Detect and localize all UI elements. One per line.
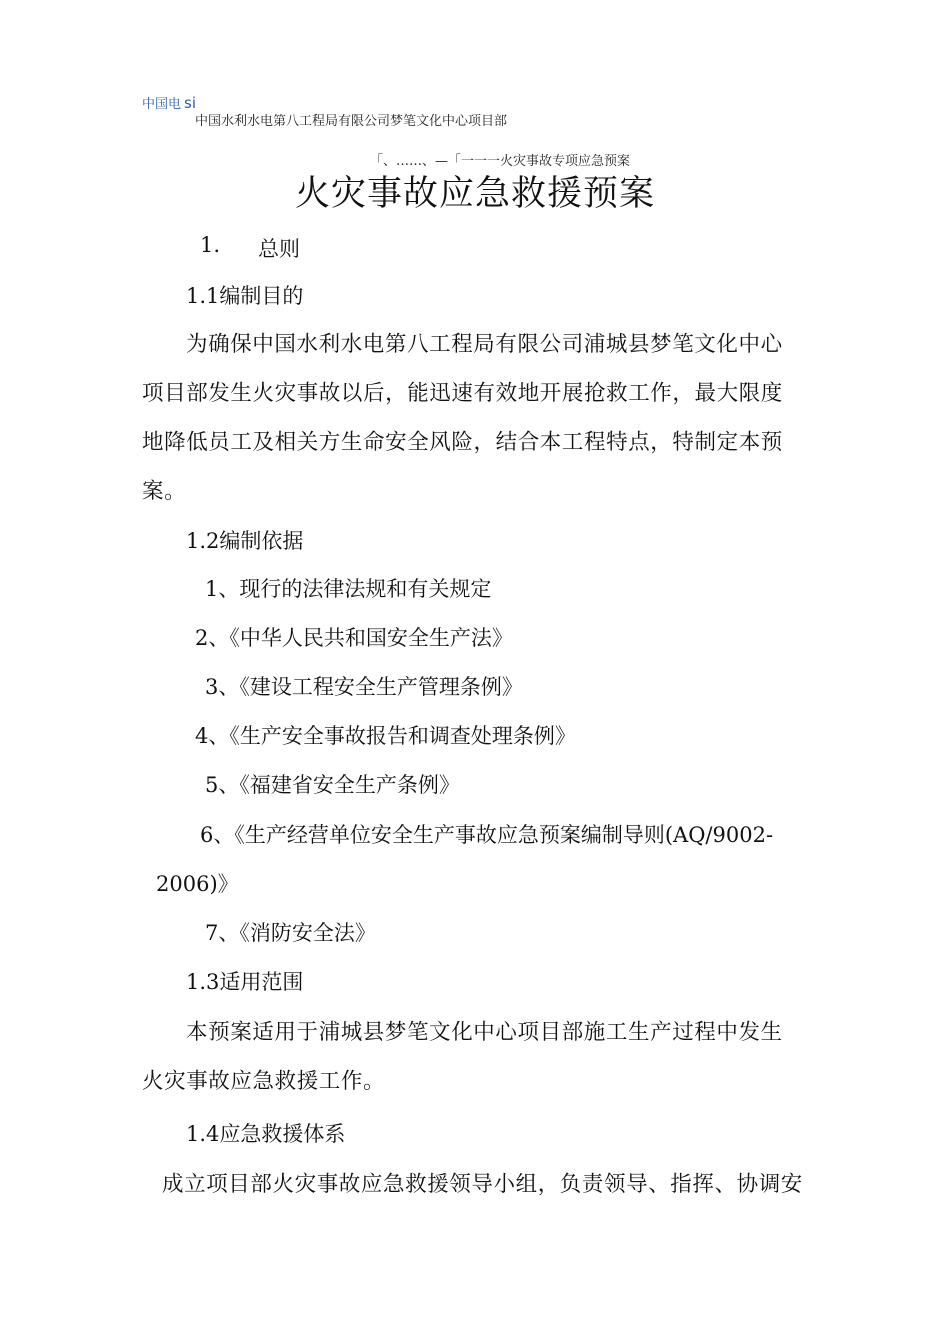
basis-list-item: 5、《福建省安全生产条例》 [205,773,460,797]
section-1-2-heading: 1.2编制依据 [186,529,304,553]
logo-suffix: si [184,94,196,112]
document-title: 火灾事故应急救援预案 [294,174,655,214]
paragraph-line: 成立项目部火灾事故应急救援领导小组，负责领导、指挥、协调安 [162,1172,803,1197]
paragraph-line: 项目部发生火灾事故以后，能迅速有效地开展抢救工作，最大限度 [142,381,783,406]
basis-list-item: 2、《中华人民共和国安全生产法》 [195,626,513,650]
basis-list-item: 3、《建设工程安全生产管理条例》 [205,675,523,699]
section-1-1-heading: 1.1编制目的 [186,284,304,308]
paragraph-line: 本预案适用于浦城县梦笔文化中心项目部施工生产过程中发生 [186,1020,783,1045]
paragraph-line: 火灾事故应急救援工作。 [142,1069,386,1094]
paragraph-line: 地降低员工及相关方生命安全风险，结合本工程特点，特制定本预 [142,430,783,455]
basis-list-item: 6、《生产经营单位安全生产事故应急预案编制导则(AQ/9002- [200,823,774,847]
basis-list-item-continuation: 2006)》 [156,872,239,896]
basis-list-item: 7、《消防安全法》 [205,921,376,945]
basis-list-item: 1、现行的法律法规和有关规定 [205,577,492,601]
company-logo [142,93,196,112]
basis-list-item: 4、《生产安全事故报告和调查处理条例》 [195,724,576,748]
header-plan-marker: 「、……、—「一一一火灾事故专项应急预案 [370,154,631,169]
logo-text: 中国电 [142,97,182,112]
section-1-3-heading: 1.3适用范围 [186,970,304,994]
section-1-4-heading: 1.4应急救援体系 [186,1122,346,1146]
header-company-name: 中国水利水电第八工程局有限公司梦笔文化中心项目部 [195,114,508,129]
section-1-heading: 总则 [258,237,300,261]
paragraph-line: 为确保中国水利水电第八工程局有限公司浦城县梦笔文化中心 [186,332,783,357]
section-1-number: 1. [200,233,221,257]
paragraph-line: 案。 [142,479,187,504]
